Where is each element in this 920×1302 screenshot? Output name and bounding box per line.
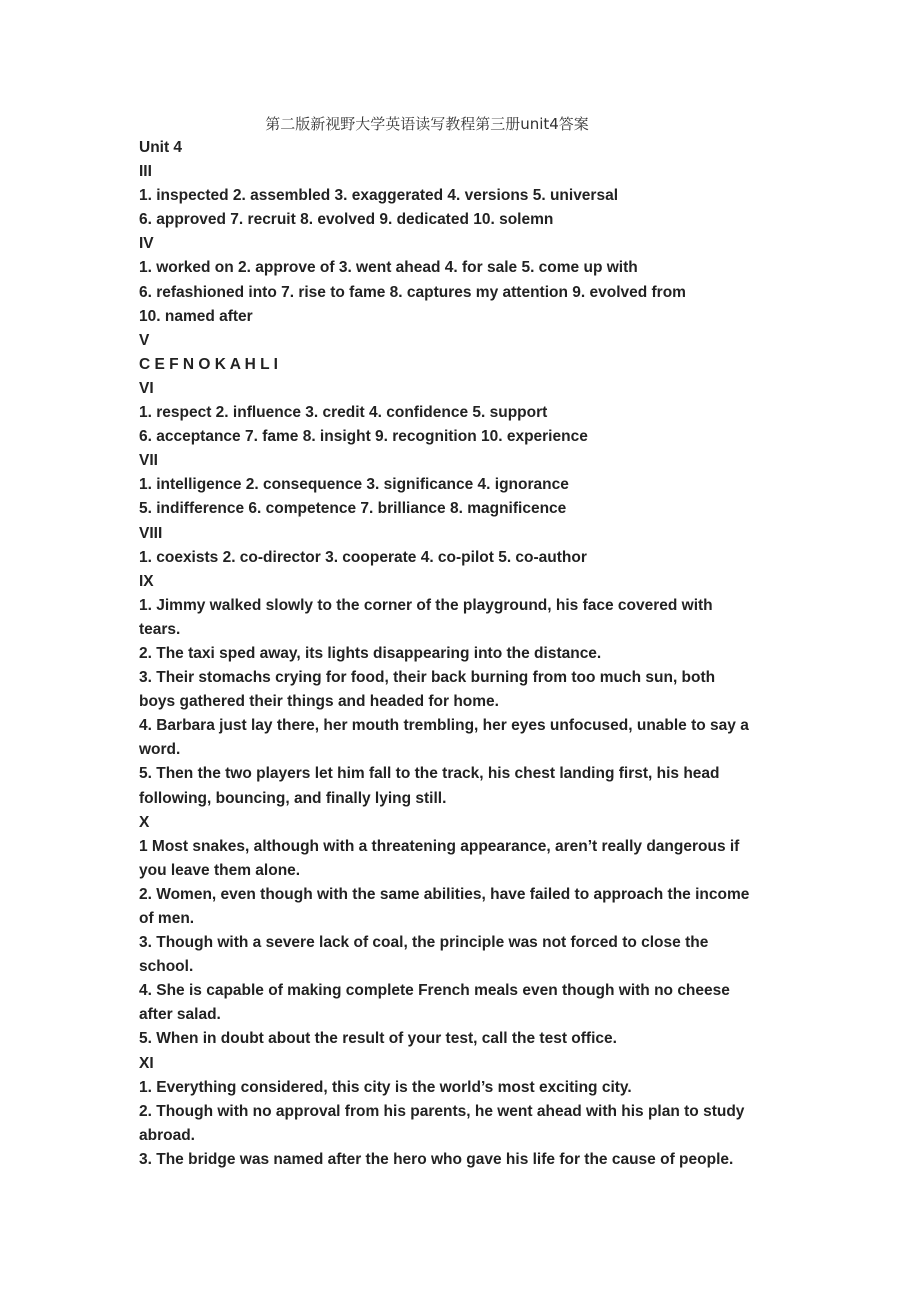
answer-line: 1. intelligence 2. consequence 3. significance 4. ignorance	[139, 476, 569, 494]
answer-line: 1. Everything considered, this city is the world’s most exciting city.	[139, 1078, 632, 1096]
section-heading-v: V	[139, 331, 150, 349]
answer-line: following, bouncing, and finally lying still.	[139, 789, 447, 807]
answer-line: of men.	[139, 910, 195, 927]
answer-line: 4. She is capable of making complete French meals even though with no cheese	[139, 982, 730, 1000]
answer-line: 3. Though with a severe lack of coal, the principle was not forced to close the	[139, 934, 709, 952]
answer-line: 5. When in doubt about the result of your test, call the test office.	[139, 1030, 617, 1048]
answer-line: 1. inspected 2. assembled 3. exaggerated 4. versions 5. universal	[139, 187, 619, 205]
answer-content	[139, 136, 784, 1172]
answer-line: school.	[139, 958, 194, 976]
answer-line: 4. Barbara just lay there, her mouth trembling, her eyes unfocused, unable to say a	[139, 717, 749, 735]
answer-line: 1. respect 2. influence 3. credit 4. confidence 5. support	[139, 404, 548, 422]
answer-line: word.	[139, 741, 181, 759]
section-heading-iii: III	[139, 163, 152, 181]
section-heading-viii: VIII	[139, 524, 163, 542]
answer-line: tears.	[139, 620, 181, 638]
answer-line: 2. The taxi sped away, its lights disappearing into the distance.	[139, 644, 602, 662]
answer-line: 1. worked on 2. approve of 3. went ahead 4. for sale 5. come up with	[139, 259, 638, 277]
answer-line: 1. Jimmy walked slowly to the corner of the playground, his face covered with	[139, 596, 713, 614]
section-heading-xi: XI	[139, 1054, 154, 1072]
answer-line: C E F N O K A H L I	[139, 355, 278, 373]
answer-line: 3. The bridge was named after the hero who gave his life for the cause of people.	[139, 1150, 734, 1168]
answer-line: 1 Most snakes, although with a threatening appearance, aren’t really dangerous if	[139, 837, 740, 855]
answer-line: 10. named after	[139, 307, 253, 325]
answer-line: 5. indifference 6. competence 7. brilliance 8. magnificence	[139, 500, 567, 518]
answer-line: 6. refashioned into 7. rise to fame 8. captures my attention 9. evolved from	[139, 283, 686, 301]
answer-line: after salad.	[139, 1006, 221, 1024]
answer-line: 2. Women, even though with the same abilities, have failed to approach the income	[139, 885, 750, 903]
answer-line: 1. coexists 2. co-director 3. cooperate 4. co-pilot 5. co-author	[139, 548, 587, 566]
answer-line: boys gathered their things and headed for home.	[139, 693, 499, 711]
section-heading-ix: IX	[139, 572, 154, 590]
answer-line: 5. Then the two players let him fall to the track, his chest landing first, his head	[139, 765, 720, 783]
answer-line: you leave them alone.	[139, 861, 301, 879]
answer-line: abroad.	[139, 1126, 195, 1144]
section-heading-x: X	[139, 813, 150, 831]
answer-line: 2. Though with no approval from his parents, he went ahead with his plan to study	[139, 1102, 745, 1120]
answer-line: 6. acceptance 7. fame 8. insight 9. recognition 10. experience	[139, 428, 588, 446]
section-heading-vi: VI	[139, 379, 154, 397]
document-title: 第二版新视野大学英语读写教程第三册unit4答案	[265, 115, 589, 133]
section-heading-iv: IV	[139, 235, 154, 253]
unit-heading: Unit 4	[139, 139, 183, 156]
answer-line: 3. Their stomachs crying for food, their back burning from too much sun, both	[139, 669, 716, 687]
answer-line: 6. approved 7. recruit 8. evolved 9. dedicated 10. solemn	[139, 211, 554, 229]
section-heading-vii: VII	[139, 452, 158, 470]
